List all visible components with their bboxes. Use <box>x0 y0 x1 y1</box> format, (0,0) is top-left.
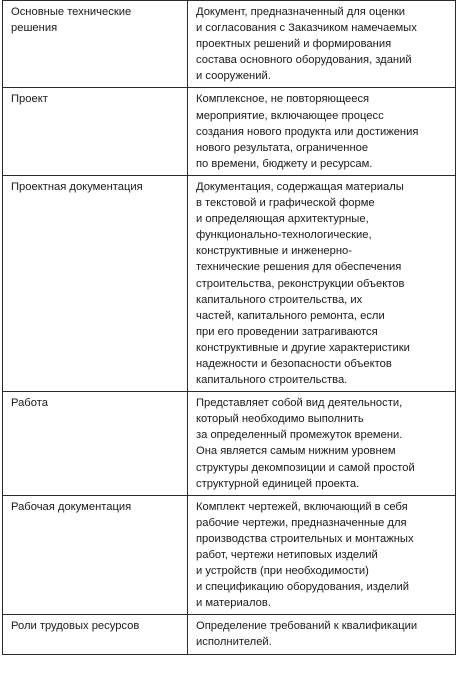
definition-text-line: и устройств (при необходимости) <box>196 565 369 578</box>
term-text-line: решения <box>11 22 58 35</box>
definition-text-line: Документация, содержащая материалы <box>196 180 404 193</box>
term-text-line: Работа <box>11 397 48 410</box>
definition-text-line: конструктивные и инженерно- <box>196 245 352 258</box>
definition-text-line: состава основного оборудования, зданий <box>196 54 412 67</box>
term-text-line: Роли трудовых ресурсов <box>11 620 140 633</box>
table-row <box>3 392 456 496</box>
definition-cell <box>188 392 456 496</box>
definition-text-line: по времени, бюджету и ресурсам. <box>196 157 373 170</box>
term-text-line: Основные технические <box>11 6 132 18</box>
definition-text-line: создания нового продукта или достижения <box>196 125 419 138</box>
definition-text-line: рабочие чертежи, предназначенные для <box>196 516 407 529</box>
definition-text-line: Комплексное, не повторяющееся <box>196 93 370 106</box>
definition-text-line: структурной единицей проекта. <box>196 477 360 490</box>
definition-text-line: в текстовой и графической форме <box>196 197 375 210</box>
definition-text-line: технические решения для обеспечения <box>196 261 402 274</box>
definition-text-line: надежности и безопасности объектов <box>196 357 392 370</box>
definition-text-line: проектных решений и формирования <box>196 38 392 51</box>
definition-text-line: работ, чертежи нетиповых изделий <box>196 549 378 561</box>
table-row <box>3 175 456 391</box>
definition-text-line: мероприятие, включающее процесс <box>196 109 384 122</box>
definition-text-line: Документ, предназначенный для оценки <box>196 6 406 18</box>
definition-text-line: при его проведении затрагиваются <box>196 325 378 338</box>
definition-text-line: и определяющая архитектурные, <box>196 213 369 226</box>
definition-text-line: и материалов. <box>196 597 271 610</box>
term-cell <box>3 615 188 654</box>
definition-text-line: производства строительных и монтажных <box>196 532 414 545</box>
definition-text-line: исполнителей. <box>196 636 272 649</box>
definition-text-line: частей, капитального ремонта, если <box>196 309 385 322</box>
definition-cell <box>188 175 456 391</box>
term-cell <box>3 392 188 496</box>
definition-cell <box>188 88 456 175</box>
definition-text-line: Она является самым нижним уровнем <box>196 445 396 458</box>
table-row <box>3 1 456 88</box>
definition-text-line: Представляет собой вид деятельности, <box>196 397 403 410</box>
definition-text-line: Определение требований к квалификации <box>196 620 418 633</box>
glossary-table-body <box>3 1 456 655</box>
term-text-line: Рабочая документация <box>11 500 132 513</box>
term-cell <box>3 88 188 175</box>
term-text-line: Проект <box>11 93 48 106</box>
definition-text-line: Комплект чертежей, включающий в себя <box>196 500 408 513</box>
definition-text-line: который необходимо выполнить <box>196 413 364 426</box>
term-cell <box>3 1 188 88</box>
definition-cell <box>188 615 456 654</box>
table-row <box>3 615 456 654</box>
definition-text-line: конструктивные и другие характеристики <box>196 341 410 354</box>
definition-text-line: нового результата, ограниченное <box>196 141 369 154</box>
term-cell <box>3 175 188 391</box>
definition-text-line: капитального строительства. <box>196 374 348 387</box>
definition-cell <box>188 495 456 615</box>
definition-text-line: и согласования с Заказчиком намечаемых <box>196 22 417 35</box>
definition-text-line: и сооружений. <box>196 70 271 83</box>
definition-text-line: и спецификацию оборудования, изделий <box>196 581 410 594</box>
table-row <box>3 495 456 615</box>
definition-text-line: за определенный промежуток времени. <box>196 429 403 442</box>
table-row <box>3 88 456 175</box>
term-cell <box>3 495 188 615</box>
definition-text-line: структуры декомпозиции и самой простой <box>196 461 415 474</box>
glossary-table <box>2 0 456 655</box>
definition-text-line: функционально-технологические, <box>196 229 372 242</box>
term-text-line: Проектная документация <box>11 180 143 193</box>
definition-text-line: строительства, реконструкции объектов <box>196 277 405 290</box>
definition-text-line: капитального строительства, их <box>196 293 363 306</box>
definition-cell <box>188 1 456 88</box>
